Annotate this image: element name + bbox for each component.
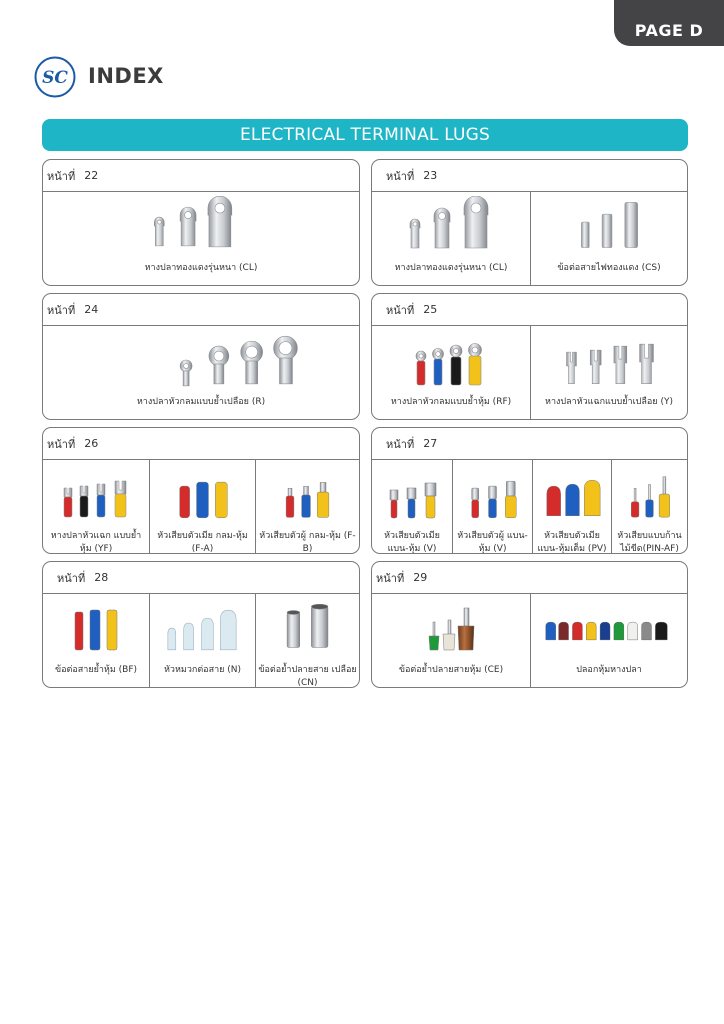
section-header: หน้าที่ 22 xyxy=(43,160,359,192)
copper-lug-icon xyxy=(43,196,359,260)
product-label: หัวเสียบตัวเมีย กลม-หุ้ม (F-A) xyxy=(157,531,248,554)
page-number: 24 xyxy=(84,303,99,316)
bare-end-sleeve-icon xyxy=(256,598,359,662)
section-card-page-29 xyxy=(371,561,688,688)
product-label: หัวหมวกต่อสาย (N) xyxy=(163,665,242,675)
cord-end-terminal-icon xyxy=(372,598,530,662)
section-header: หน้าที่ 25 xyxy=(372,294,687,326)
product-label: ข้อต่อสายไฟทองแดง (CS) xyxy=(557,263,661,273)
section-card-page-23 xyxy=(371,159,688,286)
product-label: หางปลาหัวกลมแบบย้ำหุ้ม (RF) xyxy=(390,397,512,407)
page-number: 26 xyxy=(84,437,99,450)
female-spade-connector-icon xyxy=(372,464,452,528)
section-card-page-26 xyxy=(42,427,360,554)
product-cell[interactable] xyxy=(530,326,687,419)
section-card-page-25 xyxy=(371,293,688,420)
sc-logo-icon xyxy=(34,56,76,98)
product-label: ข้อต่อย้ำปลายสายหุ้ม (CE) xyxy=(398,665,504,675)
section-header: หน้าที่ 28 xyxy=(43,562,359,594)
product-cell[interactable] xyxy=(452,460,532,553)
section-banner xyxy=(42,119,688,151)
product-label: หัวเสียบตัวเมีย แบน-หุ้มเต็ม (PV) xyxy=(537,531,607,554)
product-cell[interactable] xyxy=(530,192,687,285)
product-label: หางปลาหัวแฉก แบบย้ำหุ้ม (YF) xyxy=(50,531,142,554)
product-cell[interactable] xyxy=(43,192,359,285)
page-number: 27 xyxy=(423,437,438,450)
product-cell[interactable] xyxy=(611,460,687,553)
closed-end-connector-icon xyxy=(150,598,255,662)
product-cell[interactable] xyxy=(43,460,149,553)
section-header: หน้าที่ 24 xyxy=(43,294,359,326)
product-label: หัวเสียบตัวผู้ กลม-หุ้ม (F-B) xyxy=(259,531,356,554)
insulated-ring-terminal-icon xyxy=(372,330,530,394)
product-cell[interactable] xyxy=(532,460,611,553)
banner-title: ELECTRICAL TERMINAL LUGS xyxy=(239,125,491,145)
page-number: 25 xyxy=(423,303,438,316)
product-cell[interactable] xyxy=(372,326,530,419)
section-card-page-24 xyxy=(42,293,360,420)
ring-terminal-icon xyxy=(43,330,359,394)
product-label: หางปลาทองแดงรุ่นหนา (CL) xyxy=(144,263,258,273)
product-label: หัวเสียบแบบก้าน ไม้ขีด(PIN-AF) xyxy=(617,531,682,554)
section-card-page-27 xyxy=(371,427,688,554)
index-title: INDEX xyxy=(88,64,164,88)
product-cell[interactable] xyxy=(149,460,255,553)
section-header: หน้าที่ 29 xyxy=(372,562,687,594)
section-header: หน้าที่ 26 xyxy=(43,428,359,460)
copper-sleeve-icon xyxy=(531,196,687,260)
product-cell[interactable] xyxy=(43,594,149,687)
product-label: ข้อต่อสายย้ำหุ้ม (BF) xyxy=(54,665,138,675)
page-number: 29 xyxy=(413,571,428,584)
section-header: หน้าที่ 23 xyxy=(372,160,687,192)
product-label: หางปลาหัวแฉกแบบย้ำเปลือย (Y) xyxy=(545,397,673,407)
product-label: ปลอกหุ้มหางปลา xyxy=(576,665,642,675)
product-cell[interactable] xyxy=(43,326,359,419)
copper-lug-icon xyxy=(372,196,530,260)
butt-connector-icon xyxy=(43,598,149,662)
product-cell[interactable] xyxy=(372,460,452,553)
product-cell[interactable] xyxy=(372,594,530,687)
section-header: หน้าที่ 27 xyxy=(372,428,687,460)
pin-terminal-icon xyxy=(612,464,687,528)
page-number: 28 xyxy=(94,571,109,584)
page-number: 23 xyxy=(423,169,438,182)
product-label: หัวเสียบตัวเมีย แบน-หุ้ม (V) xyxy=(384,531,440,554)
product-cell[interactable] xyxy=(372,192,530,285)
fully-insulated-connector-icon xyxy=(533,464,611,528)
male-spade-connector-icon xyxy=(453,464,532,528)
product-label: หางปลาทองแดงรุ่นหนา (CL) xyxy=(394,263,508,273)
section-card-page-28 xyxy=(42,561,360,688)
product-label: หางปลาหัวกลมแบบย้ำเปลือย (R) xyxy=(136,397,266,407)
male-bullet-connector-icon xyxy=(256,464,359,528)
product-label: หัวเสียบตัวผู้ แบน-หุ้ม (V) xyxy=(457,531,528,554)
product-cell[interactable] xyxy=(255,594,359,687)
fork-terminal-icon xyxy=(531,330,687,394)
section-card-page-22 xyxy=(42,159,360,286)
page-number: 22 xyxy=(84,169,99,182)
product-label: ข้อต่อย้ำปลายสาย เปลือย (CN) xyxy=(258,665,357,688)
logo-text: SC xyxy=(42,68,68,88)
product-cell[interactable] xyxy=(530,594,687,687)
female-bullet-connector-icon xyxy=(150,464,255,528)
insulated-fork-terminal-icon xyxy=(43,464,149,528)
product-cell[interactable] xyxy=(149,594,255,687)
page-tab: PAGE D xyxy=(614,0,724,46)
product-cell[interactable] xyxy=(255,460,359,553)
lug-cover-icon xyxy=(531,598,687,662)
